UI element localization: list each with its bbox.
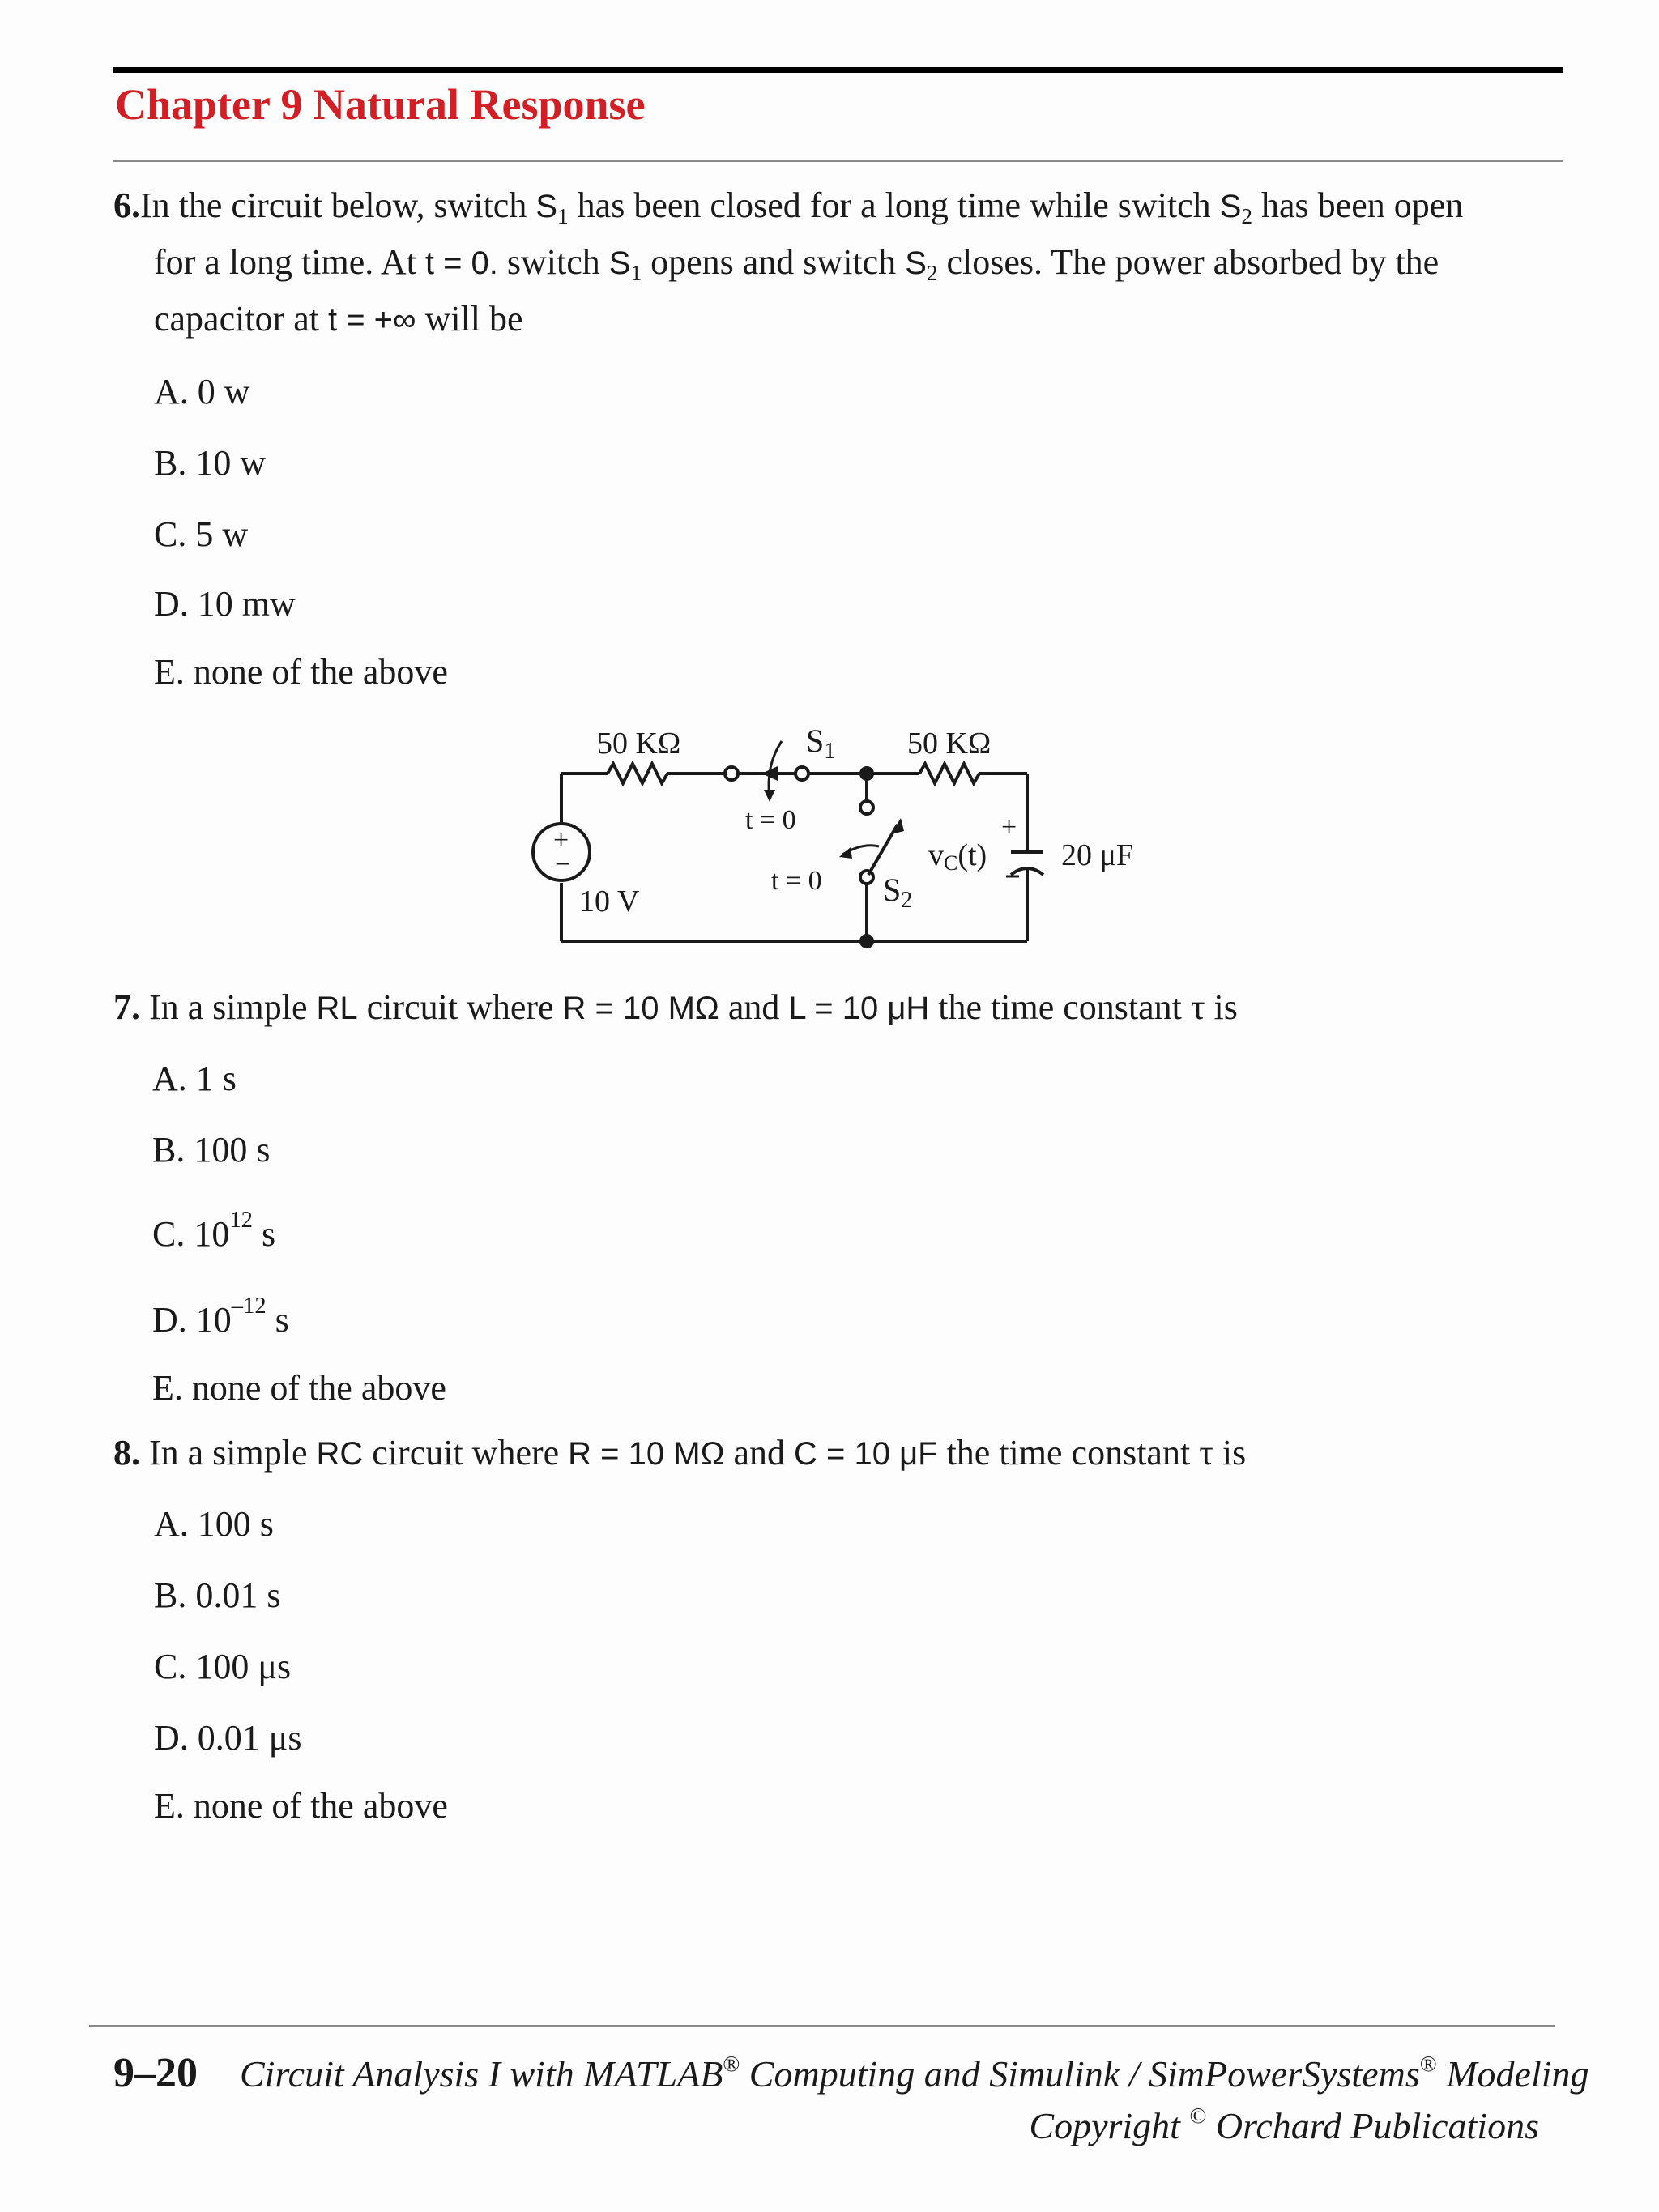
r1-label: 50 KΩ bbox=[597, 727, 681, 761]
q7-option-c[interactable] bbox=[152, 1208, 276, 1254]
page-number: 9–20 bbox=[113, 2050, 198, 2096]
q6-text: will be bbox=[416, 299, 523, 339]
q7-text: the time constant bbox=[929, 987, 1191, 1027]
q8-r-value: R = 10 MΩ bbox=[568, 1436, 725, 1472]
capacitor-plus-mark: + bbox=[1001, 812, 1017, 842]
resistor-r2 bbox=[919, 764, 979, 783]
arrowhead-icon bbox=[764, 790, 775, 802]
q8-stem bbox=[113, 1435, 1246, 1471]
q8-text: is bbox=[1213, 1433, 1247, 1473]
q6-text: closes. The power absorbed by the bbox=[937, 242, 1439, 282]
option-unit: s bbox=[275, 1300, 289, 1340]
cap-voltage-label: vC(t) bbox=[928, 838, 987, 875]
q6-s2: S bbox=[1219, 189, 1242, 224]
option-text: 100 s bbox=[194, 1130, 271, 1170]
option-exponent: –12 bbox=[231, 1294, 267, 1319]
switch-s1-terminal bbox=[725, 767, 738, 780]
option-text: 0.01 s bbox=[195, 1575, 281, 1615]
node-dot bbox=[859, 766, 874, 781]
q8-option-c[interactable] bbox=[154, 1649, 291, 1685]
q7-r-value: R = 10 MΩ bbox=[562, 991, 719, 1026]
q8-tau: τ bbox=[1199, 1433, 1213, 1473]
q6-s1: S bbox=[535, 189, 558, 224]
q8-number: 8. bbox=[113, 1433, 140, 1473]
footer-divider bbox=[89, 2025, 1555, 2027]
source-plus-mark: + bbox=[553, 825, 569, 855]
option-letter: A. bbox=[154, 1504, 189, 1544]
q6-text: has been open bbox=[1252, 185, 1464, 225]
option-letter: B. bbox=[154, 443, 187, 483]
q8-text: circuit where bbox=[363, 1433, 569, 1473]
option-exponent: 12 bbox=[229, 1208, 253, 1234]
option-base: 10 bbox=[195, 1300, 232, 1340]
option-letter: D. bbox=[154, 584, 189, 624]
option-unit: s bbox=[261, 1214, 276, 1254]
q6-text: has been closed for a long time while switch bbox=[568, 185, 1220, 225]
q7-rl: RL bbox=[316, 991, 358, 1026]
q7-text: and bbox=[719, 987, 789, 1027]
option-text: none of the above bbox=[191, 1368, 446, 1408]
q7-tau: τ bbox=[1190, 987, 1205, 1027]
q8-text: and bbox=[724, 1433, 795, 1473]
q6-s2-sub: 2 bbox=[926, 261, 938, 286]
option-letter: B. bbox=[154, 1575, 187, 1615]
option-letter: E. bbox=[152, 1368, 183, 1408]
source-minus-mark: − bbox=[555, 850, 571, 880]
option-letter: E. bbox=[154, 652, 185, 692]
option-text: 0 w bbox=[197, 372, 250, 411]
s2-time-label: t = 0 bbox=[771, 866, 822, 896]
option-base: 10 bbox=[194, 1214, 230, 1254]
q7-l-value: L = 10 μH bbox=[788, 991, 930, 1026]
q7-text: circuit where bbox=[357, 987, 563, 1027]
q6-number: 6. bbox=[113, 185, 140, 225]
q8-option-d[interactable] bbox=[154, 1720, 302, 1756]
source-label: 10 V bbox=[579, 884, 640, 918]
option-text: 1 s bbox=[195, 1059, 237, 1098]
q6-s2: S bbox=[905, 245, 927, 281]
option-letter: D. bbox=[154, 1718, 189, 1758]
chapter-title: Chapter 9 Natural Response bbox=[115, 80, 646, 129]
q8-option-a[interactable] bbox=[154, 1504, 274, 1544]
copyright-icon: © bbox=[1189, 2102, 1207, 2128]
q8-text: In a simple bbox=[140, 1433, 317, 1473]
q8-option-b[interactable] bbox=[154, 1575, 281, 1615]
footer-copyright: Copyright © Orchard Publications bbox=[1029, 2102, 1539, 2146]
s1-label: $S_1$ bbox=[806, 722, 836, 764]
q6-text: opens and switch bbox=[642, 242, 906, 282]
option-letter: B. bbox=[152, 1130, 186, 1170]
s2-label: $S_2$ bbox=[883, 872, 913, 913]
q6-s1-sub: 1 bbox=[557, 204, 569, 229]
q7-option-d[interactable] bbox=[152, 1294, 289, 1340]
q7-number: 7. bbox=[113, 987, 140, 1027]
option-text: 5 w bbox=[195, 514, 249, 554]
q6-s1-sub: 1 bbox=[630, 261, 642, 286]
q8-rc: RC bbox=[316, 1436, 364, 1472]
q6-text: In the circuit below, switch bbox=[140, 185, 536, 225]
option-text: 0.01 μs bbox=[197, 1718, 302, 1758]
q6-s1: S bbox=[608, 245, 631, 281]
q8-option-e[interactable] bbox=[154, 1788, 448, 1824]
option-text: 10 mw bbox=[197, 584, 296, 624]
q8-c-value: C = 10 μF bbox=[794, 1436, 938, 1472]
option-text: 100 s bbox=[197, 1504, 274, 1544]
q7-option-b[interactable] bbox=[152, 1132, 270, 1168]
q7-option-a[interactable] bbox=[152, 1061, 237, 1097]
arrowhead-icon bbox=[891, 818, 904, 834]
option-text: none of the above bbox=[193, 652, 448, 692]
q7-option-e[interactable] bbox=[152, 1370, 446, 1406]
switch-s2-upper-terminal bbox=[860, 801, 873, 814]
option-letter: C. bbox=[154, 514, 187, 554]
cap-value-label: 20 μF bbox=[1061, 838, 1134, 872]
q8-text: the time constant bbox=[937, 1433, 1200, 1473]
switch-s1-terminal bbox=[795, 767, 808, 780]
q7-stem bbox=[113, 987, 1238, 1027]
q6-tinf: t = +∞ bbox=[327, 302, 416, 338]
option-letter: D. bbox=[152, 1300, 187, 1340]
option-text: none of the above bbox=[193, 1786, 448, 1826]
option-text: 100 μs bbox=[195, 1647, 292, 1686]
q6-t0: t = 0. bbox=[424, 245, 498, 281]
option-text: 10 w bbox=[195, 443, 267, 483]
registered-icon: ® bbox=[1419, 2050, 1437, 2076]
node-dot bbox=[859, 934, 874, 948]
q6-text: switch bbox=[497, 242, 609, 282]
q6-text: capacitor at bbox=[154, 299, 328, 339]
footer-book-title: Circuit Analysis I with MATLAB® Computing and Simulink / SimPowerSystems® Modeling bbox=[240, 2050, 1589, 2095]
arrowhead-icon bbox=[839, 847, 852, 859]
option-letter: E. bbox=[154, 1786, 185, 1826]
registered-icon: ® bbox=[723, 2050, 740, 2076]
option-letter: A. bbox=[152, 1059, 187, 1098]
s1-time-label: t = 0 bbox=[745, 805, 796, 835]
q7-text: is bbox=[1205, 987, 1238, 1027]
option-letter: C. bbox=[152, 1214, 186, 1254]
r2-label: 50 KΩ bbox=[907, 727, 992, 761]
resistor-r1 bbox=[608, 764, 667, 783]
option-letter: A. bbox=[154, 372, 189, 411]
q6-text: for a long time. At bbox=[154, 242, 425, 282]
q7-text: In a simple bbox=[140, 987, 317, 1027]
q6-s2-sub: 2 bbox=[1241, 204, 1253, 229]
option-letter: C. bbox=[154, 1647, 187, 1686]
